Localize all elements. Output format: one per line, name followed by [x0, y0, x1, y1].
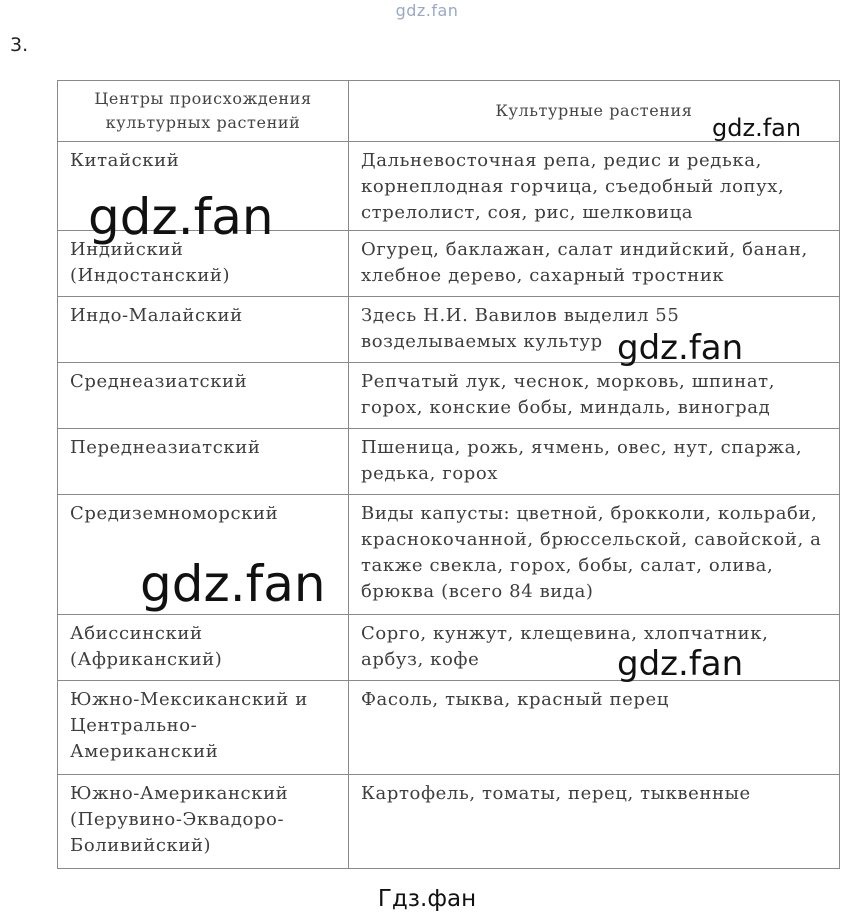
center-cell: Средиземноморский [58, 495, 349, 615]
plants-cell: Репчатый лук, чеснок, морковь, шпинат, горох, конские бобы, миндаль, виноград [349, 363, 840, 429]
table-row [58, 363, 840, 429]
center-cell: Индо-Малайский [58, 297, 349, 363]
table-row [58, 681, 840, 775]
footer-caption: Гдз.фан [377, 886, 477, 912]
task-number: 3. [10, 34, 29, 56]
table-row [58, 775, 840, 869]
watermark-indo-malay-row: gdz.fan [617, 328, 744, 368]
watermark-mediterranean-row: gdz.fan [140, 555, 326, 613]
plants-cell: Картофель, томаты, перец, тыквенные [349, 775, 840, 869]
plants-cell: Пшеница, рожь, ячмень, овес, нут, спаржа, редька, горох [349, 429, 840, 495]
center-cell: Китайский [58, 142, 349, 231]
plants-cell: Огурец, баклажан, салат индийский, банан, хлебное дерево, сахарный тростник [349, 231, 840, 297]
center-cell: Индийский (Индостанский) [58, 231, 349, 297]
plants-cell: Здесь Н.И. Вавилов выделил 55 возделываемых культур [349, 297, 840, 363]
plants-cell: Дальневосточная репа, редис и редька, корнеплодная горчица, съедобный лопух, стрелолист, соя, рис, шелковица [349, 142, 840, 231]
top-watermark: gdz.fan [395, 1, 459, 20]
plants-cell: Виды капусты: цветной, брокколи, кольраби, краснокочанной, брюссельской, савойской, а также свекла, горох, бобы, салат, олива, брюква (всего 84 вида) [349, 495, 840, 615]
watermark-chinese-row: gdz.fan [88, 188, 274, 246]
plants-cell: Сорго, кунжут, клещевина, хлопчатник, арбуз, кофе [349, 615, 840, 681]
center-cell: Переднеазиатский [58, 429, 349, 495]
center-cell: Южно-Американский (Перувино-Эквадоро-Боливийский) [58, 775, 349, 869]
header-centers: Центры происхождения культурных растений [58, 81, 349, 142]
plants-cell: Фасоль, тыква, красный перец [349, 681, 840, 775]
center-cell: Южно-Мексиканский и Центрально-Американский [58, 681, 349, 775]
watermark-abyssinian-row: gdz.fan [617, 644, 744, 684]
watermark-header: gdz.fan [712, 114, 802, 142]
header-plants: Культурные растения [349, 81, 840, 142]
center-cell: Абиссинский (Африканский) [58, 615, 349, 681]
table-row [58, 429, 840, 495]
center-cell: Среднеазиатский [58, 363, 349, 429]
